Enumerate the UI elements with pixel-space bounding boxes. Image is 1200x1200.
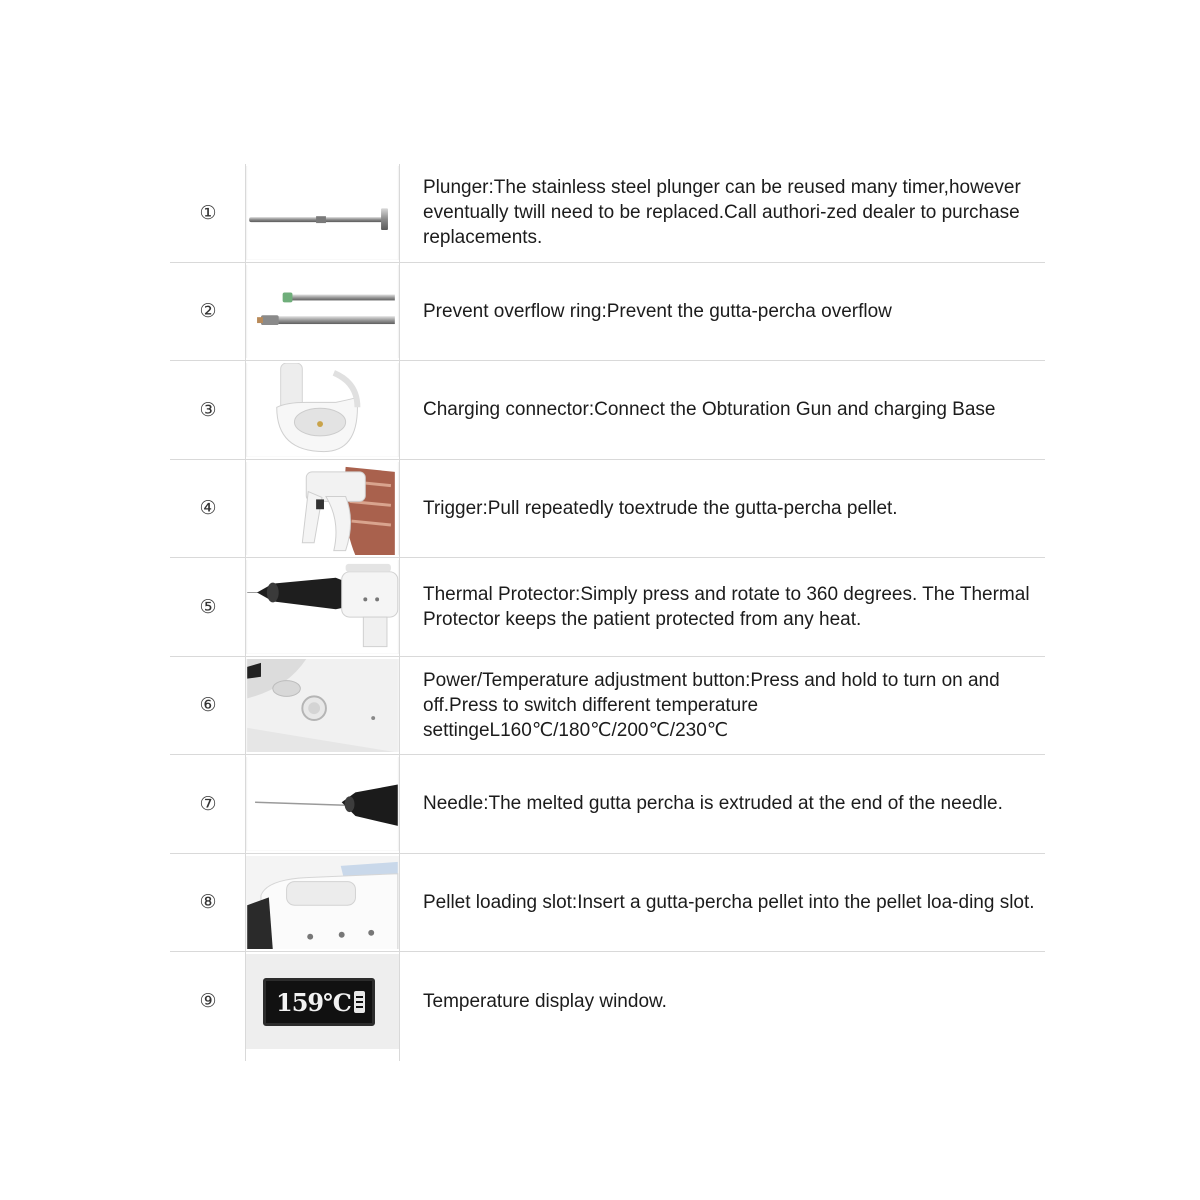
table-row: [170, 952, 1045, 1051]
row-description: Trigger:Pull repeatedly toextrude the gutta-percha pellet.: [423, 497, 898, 519]
display-screen: [263, 978, 375, 1026]
overflow-ring-icon: [246, 265, 399, 359]
table-row: [170, 460, 1045, 559]
row-number: ⑤: [199, 595, 217, 618]
power-button-image: [246, 659, 399, 753]
trigger-image: [246, 462, 399, 556]
row-description: Needle:The melted gutta percha is extruded at the end of the needle.: [423, 793, 1003, 815]
row-description: Power/Temperature adjustment button:Press and hold to turn on and off.Press to switch different temperature settingeL160℃/180℃/200℃/230℃: [423, 669, 1000, 741]
overflow-ring-image: [246, 265, 399, 359]
table-row: [170, 558, 1045, 657]
row-number: ①: [199, 201, 217, 224]
row-number: ④: [199, 497, 217, 520]
row-description: Charging connector:Connect the Obturation Gun and charging Base: [423, 399, 996, 421]
row-description: Plunger:The stainless steel plunger can be reused many timer,however eventually twill need to be replaced.Call authori-zed dealer to purchase replacements.: [423, 177, 1021, 249]
trigger-icon: [246, 462, 399, 556]
charging-base-icon: [246, 363, 399, 457]
row-number: ②: [199, 300, 217, 323]
table-row: [170, 164, 1045, 263]
row-description: Prevent overflow ring:Prevent the gutta-percha overflow: [423, 300, 892, 322]
row-description: Temperature display window.: [423, 990, 667, 1012]
row-number: ⑨: [199, 990, 217, 1013]
table-row: [170, 263, 1045, 362]
power-button-icon: [246, 659, 399, 753]
pellet-slot-image: [246, 856, 399, 950]
row-number: ③: [199, 398, 217, 421]
thermal-protector-image: [246, 560, 399, 654]
temperature-display-image: [246, 954, 399, 1049]
row-description: Thermal Protector:Simply press and rotate to 360 degrees. The Thermal Protector keeps the patient protected from any heat.: [423, 583, 1030, 630]
needle-icon: [246, 757, 399, 851]
pellet-slot-icon: [246, 856, 399, 950]
row-number: ⑥: [199, 694, 217, 717]
needle-image: [246, 757, 399, 851]
table-row: [170, 657, 1045, 756]
row-number: ⑧: [199, 891, 217, 914]
row-description: Pellet loading slot:Insert a gutta-percha pellet into the pellet loa-ding slot.: [423, 891, 1035, 913]
parts-table: [170, 164, 1045, 1051]
table-row: [170, 854, 1045, 953]
plunger-image: [246, 166, 399, 260]
plunger-icon: [246, 166, 399, 260]
thermal-protector-icon: [246, 560, 399, 654]
table-row: [170, 361, 1045, 460]
table-row: [170, 755, 1045, 854]
battery-icon: [354, 991, 365, 1013]
charging-base-image: [246, 363, 399, 457]
row-number: ⑦: [199, 792, 217, 815]
display-reading: 159℃: [276, 987, 351, 1017]
